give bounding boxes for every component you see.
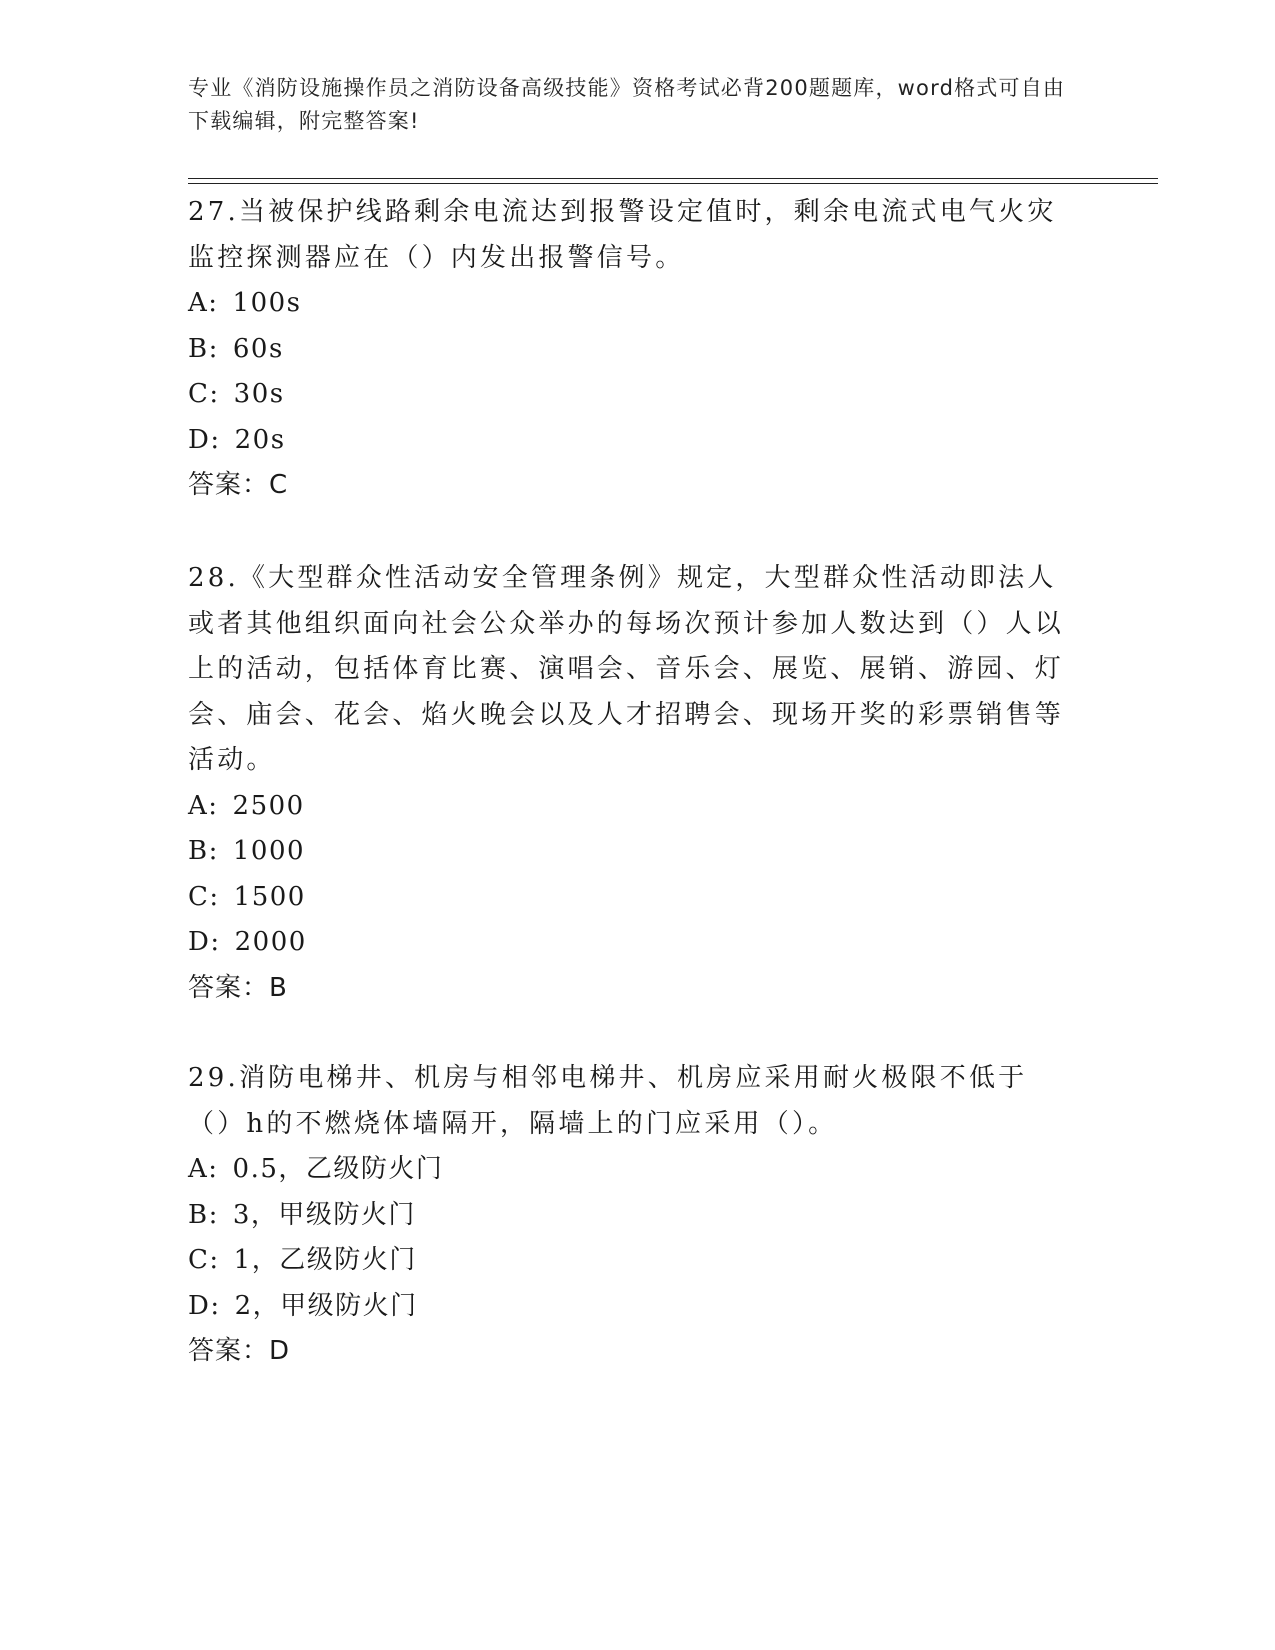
- option-key: A:: [188, 1154, 219, 1184]
- question-28: [188, 556, 1068, 1011]
- option-text: 2，甲级防火门: [234, 1290, 418, 1321]
- option-key: A:: [188, 288, 219, 318]
- option-d: [188, 418, 1068, 464]
- option-key: D:: [188, 424, 221, 455]
- option-key: C:: [188, 881, 220, 912]
- option-key: B:: [188, 333, 219, 364]
- question-29: [188, 1056, 1068, 1375]
- option-key: A:: [188, 790, 219, 821]
- option-c: [188, 1238, 1068, 1284]
- option-key: D:: [188, 927, 221, 957]
- answer-line: 答案：D: [188, 1336, 291, 1366]
- question-stem: 28.《大型群众性活动安全管理条例》规定，大型群众性活动即法人或者其他组织面向社会公众举办的每场次预计参加人数达到（）人以上的活动，包括体育比赛、演唱会、音乐会、展览、展销、游园、灯会、庙会、花会、焰火晚会以及人才招聘会、现场开奖的彩票销售等活动。: [188, 563, 1065, 775]
- option-d: [188, 1284, 1068, 1330]
- option-key: B:: [188, 1199, 219, 1230]
- option-key: B:: [188, 836, 219, 866]
- answer-line: 答案：B: [188, 972, 288, 1003]
- option-a: [188, 784, 1068, 830]
- option-a: [188, 281, 1068, 327]
- option-text: 20s: [234, 424, 286, 455]
- option-text: 3，甲级防火门: [232, 1199, 416, 1230]
- option-text: 1000: [232, 836, 306, 866]
- header-rule-top: [188, 178, 1158, 179]
- option-text: 60s: [232, 333, 284, 364]
- question-stem: 29.消防电梯井、机房与相邻电梯井、机房应采用耐火极限不低于（）h的不燃烧体墙隔开，隔墙上的门应采用（）。: [188, 1063, 1028, 1139]
- option-b: [188, 327, 1068, 373]
- option-text: 0.5，乙级防火门: [232, 1154, 444, 1184]
- option-text: 1500: [233, 881, 306, 912]
- option-text: 30s: [233, 379, 285, 409]
- option-text: 2500: [232, 790, 305, 821]
- option-text: 100s: [232, 288, 302, 318]
- option-text: 2000: [234, 927, 307, 957]
- option-text: 1，乙级防火门: [233, 1245, 417, 1275]
- option-d: [188, 920, 1068, 966]
- option-c: [188, 372, 1068, 418]
- option-key: C:: [188, 379, 220, 409]
- option-key: D:: [188, 1290, 221, 1321]
- question-27: [188, 190, 1068, 509]
- option-key: C:: [188, 1245, 220, 1275]
- header-rule-bottom: [188, 183, 1158, 184]
- document-header: 专业《消防设施操作员之消防设备高级技能》资格考试必背200题题库，word格式可自由下载编辑，附完整答案!: [188, 76, 1066, 133]
- option-b: [188, 1193, 1068, 1239]
- question-stem: 27.当被保护线路剩余电流达到报警设定值时，剩余电流式电气火灾监控探测器应在（）内发出报警信号。: [188, 197, 1057, 273]
- answer-line: 答案：C: [188, 470, 289, 500]
- option-a: [188, 1147, 1068, 1193]
- option-b: [188, 829, 1068, 875]
- option-c: [188, 875, 1068, 921]
